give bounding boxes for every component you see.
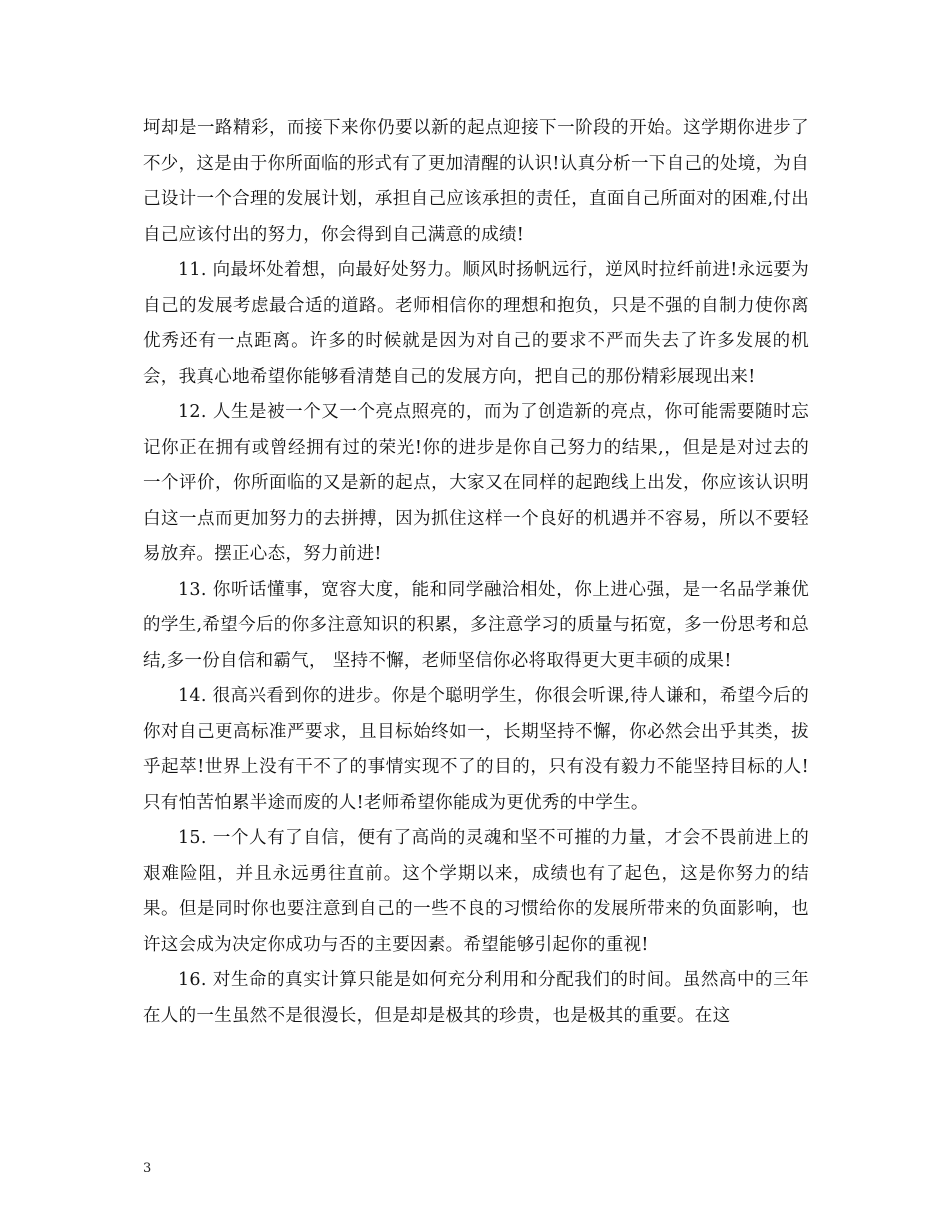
page-body xyxy=(143,111,809,1034)
paragraph-item-13: 13. 你听话懂事，宽容大度，能和同学融洽相处，你上进心强，是一名品学兼优的学生,希望今后的你多注意知识的积累，多注意学习的质量与拓宽，多一份思考和总结,多一份自信和霸气， 坚持不懈，老师坚信你必将取得更大更丰硕的成果! xyxy=(143,579,809,671)
paragraph-item-14: 14. 很高兴看到你的进步。你是个聪明学生，你很会听课,待人谦和，希望今后的你对自己更高标准严要求，且目标始终如一，长期坚持不懈，你必然会出乎其类，拔乎起萃!世界上没有干不了的事情实现不了的目的，只有没有毅力不能坚持目标的人!只有怕苦怕累半途而废的人!老师希望你能成为更优秀的中学生。 xyxy=(143,686,809,813)
paragraph-item-16: 16. 对生命的真实计算只能是如何充分利用和分配我们的时间。虽然高中的三年在人的一生虽然不是很漫长，但是却是极其的珍贵，也是极其的重要。在这 xyxy=(143,970,809,1026)
paragraph-continuation: 坷却是一路精彩，而接下来你仍要以新的起点迎接下一阶段的开始。这学期你进步了不少，这是由于你所面临的形式有了更加清醒的认识!认真分析一下自己的处境，为自己设计一个合理的发展计划，承担自己应该承担的责任，直面自己所面对的困难,付出自己应该付出的努力，你会得到自己满意的成绩! xyxy=(143,118,809,245)
paragraph-item-11: 11. 向最坏处着想，向最好处努力。顺风时扬帆远行，逆风时拉纤前进!永远要为自己的发展考虑最合适的道路。老师相信你的理想和抱负，只是不强的自制力使你离优秀还有一点距离。许多的时候就是因为对自己的要求不严而失去了许多发展的机会，我真心地希望你能够看清楚自己的发展方向，把自己的那份精彩展现出来! xyxy=(143,260,809,387)
page-number: 3 xyxy=(143,1161,152,1176)
paragraph-item-15: 15. 一个人有了自信，便有了高尚的灵魂和坚不可摧的力量，才会不畏前进上的艰难险阻，并且永远勇往直前。这个学期以来，成绩也有了起色，这是你努力的结果。但是同时你也要注意到自己的一些不良的习惯给你的发展所带来的负面影响，也许这会成为决定你成功与否的主要因素。希望能够引起你的重视! xyxy=(143,828,809,955)
paragraph-item-12: 12. 人生是被一个又一个亮点照亮的，而为了创造新的亮点，你可能需要随时忘记你正在拥有或曾经拥有过的荣光!你的进步是你自己努力的结果,，但是是对过去的一个评价，你所面临的又是新的起点，大家又在同样的起跑线上出发，你应该认识明白这一点而更加努力的去拼搏，因为抓住这样一个良好的机遇并不容易，所以不要轻易放弃。摆正心态，努力前进! xyxy=(143,402,809,564)
